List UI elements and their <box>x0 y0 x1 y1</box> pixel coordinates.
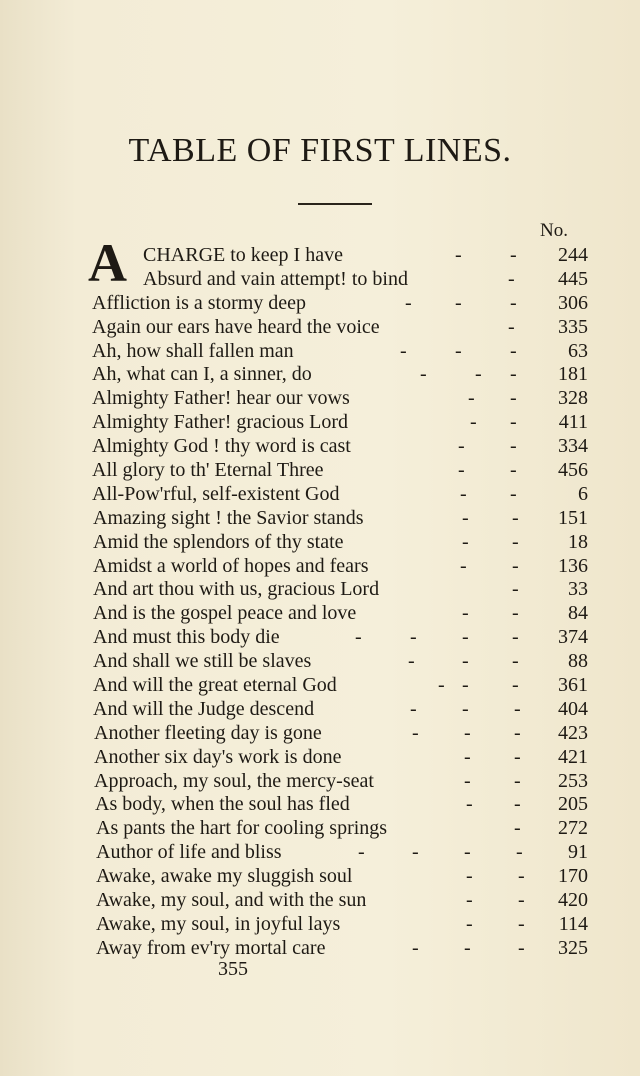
first-line-text: Ah, what can I, a sinner, do <box>92 363 312 386</box>
hymn-number: 423 <box>558 721 588 744</box>
list-item <box>0 626 640 650</box>
list-item <box>0 387 640 411</box>
list-item <box>0 411 640 435</box>
leader-dash: - <box>466 889 473 912</box>
leader-dash: - <box>455 244 462 266</box>
first-line-text: Another six day's work is done <box>94 745 342 768</box>
hymn-number: 205 <box>558 793 588 816</box>
list-item <box>0 746 640 770</box>
leader-dash: - <box>514 745 521 768</box>
leader-dash: - <box>518 889 525 912</box>
leader-dash: - <box>400 339 407 362</box>
hymn-number: 18 <box>568 530 588 553</box>
leader-dash: - <box>466 865 473 888</box>
first-line-text: Ah, how shall fallen man <box>92 339 294 362</box>
leader-dash: - <box>412 936 419 959</box>
hymn-number: 84 <box>568 602 588 625</box>
leader-dash: - <box>470 411 477 434</box>
list-item <box>0 292 640 316</box>
first-line-text: Again our ears have heard the voice <box>92 315 380 338</box>
first-line-text: Awake, awake my sluggish soul <box>96 865 353 888</box>
list-item <box>0 507 640 531</box>
leader-dash: - <box>510 339 517 362</box>
first-line-text: Away from ev'ry mortal care <box>96 936 326 959</box>
list-item <box>0 459 640 483</box>
leader-dash: - <box>455 291 462 314</box>
hymn-number: 420 <box>558 889 588 912</box>
first-line-text: Amid the splendors of thy state <box>93 530 344 553</box>
leader-dash: - <box>464 841 471 864</box>
first-line-text: Affliction is a stormy deep <box>92 291 307 314</box>
first-line-text: Amidst a world of hopes and fears <box>93 554 369 577</box>
page-title: TABLE OF FIRST LINES. <box>128 132 512 169</box>
leader-dash: - <box>412 721 419 744</box>
first-line-text: All-Pow'rful, self-existent God <box>92 482 340 505</box>
first-line-text: Approach, my soul, the mercy-seat <box>94 769 374 792</box>
list-item <box>0 722 640 746</box>
leader-dash: - <box>462 602 469 625</box>
hymn-number: 114 <box>558 912 588 935</box>
hymn-number: 325 <box>558 936 588 959</box>
leader-dash: - <box>464 745 471 768</box>
first-line-text: And is the gospel peace and love <box>93 602 357 625</box>
list-item <box>0 268 640 292</box>
first-line-text: And shall we still be slaves <box>93 650 312 673</box>
hymn-number: 328 <box>558 387 588 410</box>
leader-dash: - <box>466 912 473 935</box>
leader-dash: - <box>410 626 417 649</box>
hymn-number: 404 <box>558 697 588 720</box>
hymn-number: 170 <box>558 865 588 888</box>
list-item <box>0 841 640 865</box>
list-item <box>0 865 640 889</box>
list-item <box>0 770 640 794</box>
first-line-text: Absurd and vain attempt! to bind <box>143 267 408 290</box>
leader-dash: - <box>514 769 521 792</box>
list-item <box>0 889 640 913</box>
hymn-number: 88 <box>568 650 588 673</box>
hymn-number: 272 <box>558 817 588 840</box>
leader-dash: - <box>514 721 521 744</box>
leader-dash: - <box>408 650 415 673</box>
list-item <box>0 244 640 268</box>
leader-dash: - <box>410 697 417 720</box>
title-rule <box>298 203 372 205</box>
leader-dash: - <box>512 554 519 577</box>
hymn-number: 33 <box>568 578 588 601</box>
first-line-text: And art thou with us, gracious Lord <box>93 578 380 601</box>
leader-dash: - <box>510 411 517 434</box>
leader-dash: - <box>512 602 519 625</box>
leader-dash: - <box>512 674 519 697</box>
hymn-number: 181 <box>558 363 588 386</box>
list-item <box>0 340 640 364</box>
drop-cap: A <box>88 233 127 293</box>
list-item <box>0 817 640 841</box>
first-line-text: And will the great eternal God <box>93 674 337 697</box>
list-item <box>0 913 640 937</box>
leader-dash: - <box>510 459 517 482</box>
leader-dash: - <box>462 650 469 673</box>
leader-dash: - <box>464 936 471 959</box>
leader-dash: - <box>438 674 445 697</box>
list-item <box>0 698 640 722</box>
leader-dash: - <box>512 626 519 649</box>
leader-dash: - <box>510 363 517 386</box>
leader-dash: - <box>462 626 469 649</box>
hymn-number: 151 <box>558 506 588 529</box>
list-item <box>0 483 640 507</box>
first-line-text: Almighty Father! gracious Lord <box>92 411 349 434</box>
first-line-text: Awake, my soul, and with the sun <box>96 889 367 912</box>
list-item <box>0 674 640 698</box>
leader-dash: - <box>514 697 521 720</box>
hymn-number: 253 <box>558 769 588 792</box>
leader-dash: - <box>514 817 521 840</box>
first-line-text: And must this body die <box>93 626 280 649</box>
first-line-text: As pants the hart for cooling springs <box>96 817 388 840</box>
leader-dash: - <box>510 291 517 314</box>
list-item <box>0 435 640 459</box>
list-item <box>0 316 640 340</box>
first-line-text: And will the Judge descend <box>93 697 315 720</box>
first-line-text: Another fleeting day is gone <box>94 721 322 744</box>
leader-dash: - <box>405 291 412 314</box>
leader-dash: - <box>512 506 519 529</box>
leader-dash: - <box>458 459 465 482</box>
leader-dash: - <box>510 244 517 266</box>
leader-dash: - <box>514 793 521 816</box>
leader-dash: - <box>510 482 517 505</box>
hymn-number: 411 <box>558 411 588 434</box>
leader-dash: - <box>458 435 465 458</box>
hymn-number: 136 <box>558 554 588 577</box>
leader-dash: - <box>462 530 469 553</box>
first-line-text: Almighty Father! hear our vows <box>92 387 350 410</box>
list-item <box>0 650 640 674</box>
leader-dash: - <box>516 841 523 864</box>
leader-dash: - <box>508 267 515 290</box>
leader-dash: - <box>355 626 362 649</box>
leader-dash: - <box>455 339 462 362</box>
leader-dash: - <box>460 554 467 577</box>
first-line-text: Almighty God ! thy word is cast <box>92 435 351 458</box>
first-line-text: CHARGE to keep I have <box>143 244 343 266</box>
hymn-number: 421 <box>558 745 588 768</box>
hymn-number: 456 <box>558 459 588 482</box>
leader-dash: - <box>462 697 469 720</box>
first-lines-list <box>0 244 640 961</box>
leader-dash: - <box>468 387 475 410</box>
leader-dash: - <box>464 721 471 744</box>
leader-dash: - <box>512 530 519 553</box>
leader-dash: - <box>518 912 525 935</box>
leader-dash: - <box>412 841 419 864</box>
page-number: 355 <box>218 958 248 980</box>
leader-dash: - <box>358 841 365 864</box>
leader-dash: - <box>512 578 519 601</box>
list-item <box>0 555 640 579</box>
first-line-text: As body, when the soul has fled <box>95 793 350 816</box>
list-item <box>0 578 640 602</box>
hymn-number: 334 <box>558 435 588 458</box>
hymn-number: 306 <box>558 291 588 314</box>
list-item <box>0 793 640 817</box>
list-item <box>0 602 640 626</box>
leader-dash: - <box>466 793 473 816</box>
leader-dash: - <box>464 769 471 792</box>
hymn-number: 374 <box>558 626 588 649</box>
hymn-number: 244 <box>558 244 588 266</box>
leader-dash: - <box>462 674 469 697</box>
hymn-number: 91 <box>568 841 588 864</box>
hymn-number: 361 <box>558 674 588 697</box>
hymn-number: 445 <box>558 267 588 290</box>
first-line-text: Amazing sight ! the Savior stands <box>93 506 364 529</box>
list-item <box>0 363 640 387</box>
leader-dash: - <box>510 435 517 458</box>
leader-dash: - <box>462 506 469 529</box>
leader-dash: - <box>518 936 525 959</box>
list-item <box>0 531 640 555</box>
leader-dash: - <box>475 363 482 386</box>
leader-dash: - <box>510 387 517 410</box>
leader-dash: - <box>508 315 515 338</box>
leader-dash: - <box>512 650 519 673</box>
hymn-number: 63 <box>568 339 588 362</box>
first-line-text: All glory to th' Eternal Three <box>92 459 324 482</box>
leader-dash: - <box>460 482 467 505</box>
list-item <box>0 937 640 961</box>
hymn-number: 6 <box>578 482 588 505</box>
first-line-text: Awake, my soul, in joyful lays <box>96 912 341 935</box>
leader-dash: - <box>420 363 427 386</box>
leader-dash: - <box>518 865 525 888</box>
column-header-no: No. <box>540 220 568 241</box>
first-line-text: Author of life and bliss <box>96 841 282 864</box>
hymn-number: 335 <box>558 315 588 338</box>
